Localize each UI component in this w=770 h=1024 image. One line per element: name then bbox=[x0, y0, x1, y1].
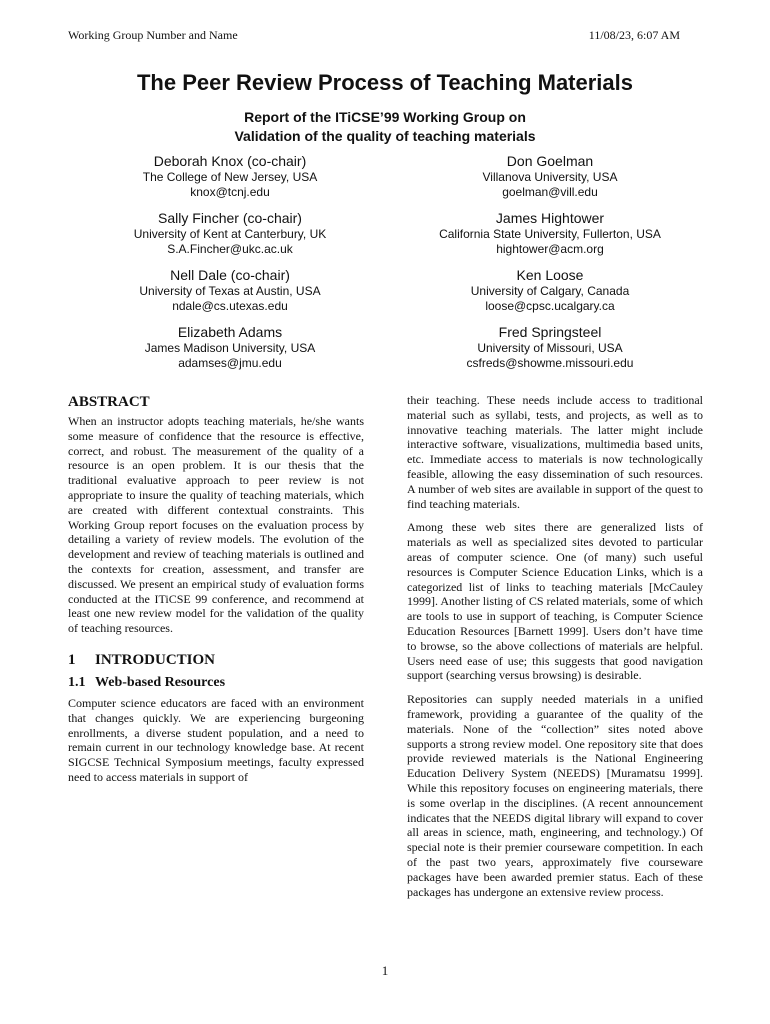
author-affiliation: University of Calgary, Canada bbox=[470, 284, 630, 298]
section-title: INTRODUCTION bbox=[95, 651, 216, 668]
author-affiliation: The College of New Jersey, USA bbox=[142, 170, 318, 184]
subsection-title: Web-based Resources bbox=[95, 674, 226, 690]
author-block bbox=[80, 152, 380, 200]
author-affiliation: James Madison University, USA bbox=[144, 341, 316, 355]
author-email: knox@tcnj.edu bbox=[190, 185, 270, 199]
author-name: Sally Fincher (co-chair) bbox=[158, 210, 302, 226]
author-affiliation: University of Texas at Austin, USA bbox=[139, 284, 321, 298]
author-name: Deborah Knox (co-chair) bbox=[153, 153, 307, 169]
abstract-heading: ABSTRACT bbox=[68, 394, 150, 410]
author-name: Ken Loose bbox=[516, 267, 584, 283]
section-heading-introduction bbox=[68, 650, 364, 670]
author-email: loose@cpsc.ucalgary.ca bbox=[485, 299, 615, 313]
author-affiliation: University of Kent at Canterbury, UK bbox=[133, 227, 327, 241]
author-block bbox=[80, 323, 380, 371]
author-name: Elizabeth Adams bbox=[177, 324, 283, 340]
subtitle-line-2: Validation of the quality of teaching materials bbox=[234, 128, 536, 144]
body-paragraph: Repositories can supply needed materials in a unified framework, providing a guarantee of the quality of the materials. None of the “collection” sites noted above supports a strong review model. One repository site that does provide reviewed materials is the National Engineering Education Delivery System (NEEDS) [Muramatsu 1999]. While this repository focuses on engineering materials, there is some overlap in the disciplines. (A recent announcement indicates that the NEEDS digital library will expand to cover all areas in science, math, engineering, and technology.) Of special note is their premier courseware competition. In each of the past two years, approximately five courseware packages have been awarded premier status. Each of these packages has undergone an extensive review process. bbox=[407, 692, 703, 899]
subsection-heading-web-resources bbox=[68, 673, 364, 693]
left-column bbox=[68, 393, 364, 794]
author-block bbox=[400, 152, 700, 200]
author-block bbox=[400, 266, 700, 314]
author-block bbox=[80, 266, 380, 314]
running-header bbox=[68, 28, 680, 43]
author-name: Don Goelman bbox=[506, 153, 594, 169]
body-paragraph: their teaching. These needs include access to traditional material such as syllabi, tests, and projects, as well as to innovative teaching materials. The latter might include interactive software, visualizations, multimedia based units, etc. Immediate access to materials is now technologically feasible, allowing the easy dissemination of such resources. A number of web sites are available in support of the quest to find teaching materials. bbox=[407, 393, 703, 511]
author-email: hightower@acm.org bbox=[496, 242, 604, 256]
author-affiliation: California State University, Fullerton, USA bbox=[439, 227, 661, 241]
right-column bbox=[407, 393, 703, 908]
author-block bbox=[80, 209, 380, 257]
paper-subtitle bbox=[0, 108, 770, 146]
header-left: Working Group Number and Name bbox=[68, 28, 238, 42]
page-number: 1 bbox=[381, 963, 389, 978]
author-name: James Hightower bbox=[495, 210, 605, 226]
author-affiliation: Villanova University, USA bbox=[482, 170, 618, 184]
body-paragraph: Among these web sites there are generalized lists of materials as well as specialized sites devoted to particular areas of computer science. One (of many) such useful resources is Computer Science Education Links, which is a categorized list of links to teaching materials [McCauley 1999]. Another listing of CS related materials, some of which are tools to use in support of teaching, is Computer Science Education Resources [Barnett 1999]. Users don’t have time to browse, so the above collections of materials are helpful. Users need ease of use; this suggests that good navigation support (searching versus browsing) is desirable. bbox=[407, 520, 703, 683]
header-right: 11/08/23, 6:07 AM bbox=[588, 28, 680, 42]
author-list bbox=[80, 152, 700, 371]
author-affiliation: University of Missouri, USA bbox=[477, 341, 623, 355]
author-email: csfreds@showme.missouri.edu bbox=[466, 356, 634, 370]
intro-paragraph: Computer science educators are faced with an environment that changes quickly. We are experiencing burgeoning enrollments, a diverse student population, and a need to remain current in our technology knowledge base. At recent SIGCSE Technical Symposium meetings, faculty expressed need to access materials in support of bbox=[68, 695, 364, 784]
paper-title: The Peer Review Process of Teaching Materials bbox=[136, 70, 633, 95]
abstract-text: When an instructor adopts teaching materials, he/she wants some measure of confidence that the resource is effective, correct, and robust. The measurement of the quality of a resource is an open problem. It is our thesis that the traditional evaluative approach to peer review is not appropriate to insure the quality of teaching materials, which are created with different contextual constraints. This Working Group report focuses on the evaluation process by detailing a variety of review models. The evolution of the development and review of teaching materials is outlined and the contexts for creation, assessment, and transfer are discussed. We present an empirical study of evaluation forms conducted at the ITiCSE 99 conference, and recommend at least one new review model for the validation of the quality of teaching resources. bbox=[68, 414, 364, 636]
subsection-number: 1.1 bbox=[68, 674, 86, 690]
author-email: adamses@jmu.edu bbox=[178, 356, 282, 370]
author-name: Fred Springsteel bbox=[498, 324, 602, 340]
author-email: S.A.Fincher@ukc.ac.uk bbox=[167, 242, 293, 256]
author-email: ndale@cs.utexas.edu bbox=[172, 299, 288, 313]
subtitle-line-1: Report of the ITiCSE’99 Working Group on bbox=[244, 109, 526, 125]
section-number: 1 bbox=[68, 651, 76, 668]
author-block bbox=[400, 323, 700, 371]
author-email: goelman@vill.edu bbox=[502, 185, 598, 199]
author-name: Nell Dale (co-chair) bbox=[170, 267, 290, 283]
author-block bbox=[400, 209, 700, 257]
